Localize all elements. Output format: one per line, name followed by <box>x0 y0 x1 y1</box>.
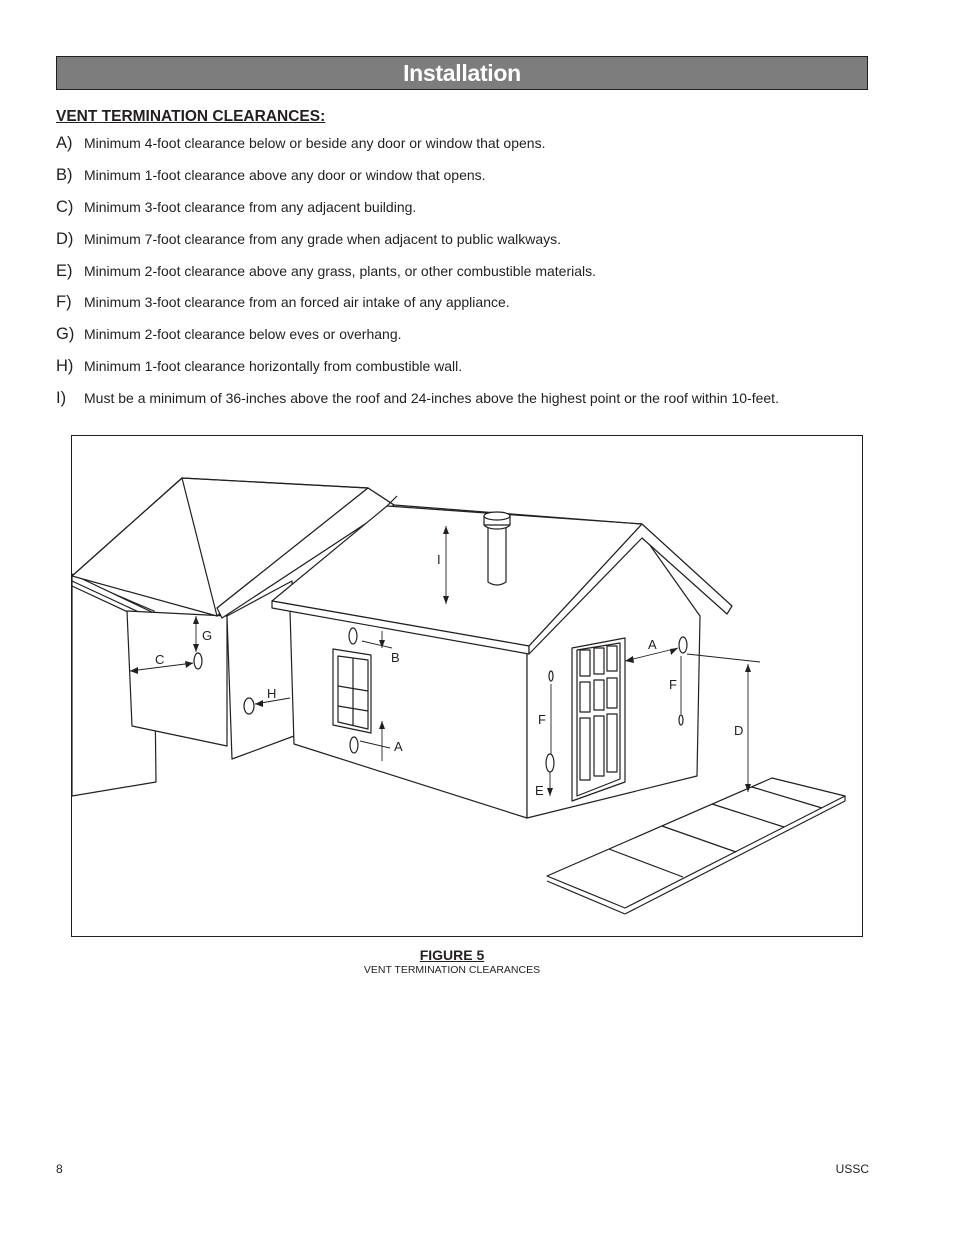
callout-h: H <box>267 686 277 701</box>
page-number: 8 <box>56 1162 63 1176</box>
list-item <box>56 389 886 421</box>
callout-i: I <box>437 552 441 567</box>
figure-subtitle: VENT TERMINATION CLEARANCES <box>363 964 541 976</box>
section-banner <box>56 56 868 90</box>
callout-e: E <box>535 783 544 798</box>
callout-b: B <box>391 650 400 665</box>
item-letter: C) <box>56 197 74 216</box>
callout-a-window: A <box>394 739 403 754</box>
list-item <box>56 357 886 389</box>
callout-c: C <box>155 652 165 667</box>
list-item <box>56 198 886 230</box>
item-text: Minimum 7-foot clearance from any grade when adjacent to public walkways. <box>84 230 562 247</box>
list-item <box>56 262 886 294</box>
item-text: Minimum 4-foot clearance below or beside any door or window that opens. <box>84 135 546 151</box>
figure-title: FIGURE 5 <box>419 947 485 963</box>
house-illustration <box>72 436 862 936</box>
list-item <box>56 230 886 262</box>
list-item <box>56 293 886 325</box>
figure-frame <box>71 435 863 937</box>
list-item <box>56 325 886 357</box>
item-text: Minimum 3-foot clearance from any adjacent building. <box>84 198 417 215</box>
list-item <box>56 134 886 166</box>
callout-f-side: F <box>669 677 677 692</box>
item-text: Minimum 1-foot clearance horizontally from combustible wall. <box>84 358 463 375</box>
item-letter: B) <box>56 165 73 184</box>
item-text: Must be a minimum of 36-inches above the roof and 24-inches above the highest point or the roof within 10-feet. <box>84 390 779 407</box>
item-letter: F) <box>56 293 72 312</box>
chimney-vent <box>484 512 510 585</box>
item-letter: G) <box>56 325 75 344</box>
window <box>333 649 371 733</box>
item-letter: A) <box>56 134 73 152</box>
list-item <box>56 166 886 198</box>
item-letter: D) <box>56 229 74 248</box>
section-heading: VENT TERMINATION CLEARANCES: <box>56 108 326 125</box>
callout-d: D <box>734 723 744 738</box>
callout-g: G <box>202 628 213 643</box>
callout-f-door: F <box>538 712 546 727</box>
item-text: Minimum 1-foot clearance above any door or window that opens. <box>84 166 486 183</box>
item-text: Minimum 2-foot clearance below eves or overhang. <box>84 326 402 343</box>
item-text: Minimum 3-foot clearance from an forced air intake of any appliance. <box>84 294 510 311</box>
item-letter: I) <box>56 389 67 408</box>
item-letter: H) <box>56 357 74 376</box>
door <box>572 638 625 801</box>
item-letter: E) <box>56 261 73 280</box>
page-title: Installation <box>403 59 521 86</box>
clearance-list <box>56 134 886 421</box>
callout-a-door: A <box>648 637 657 652</box>
footer-brand: USSC <box>835 1162 869 1176</box>
item-text: Minimum 2-foot clearance above any grass, plants, or other combustible materials. <box>84 262 597 279</box>
